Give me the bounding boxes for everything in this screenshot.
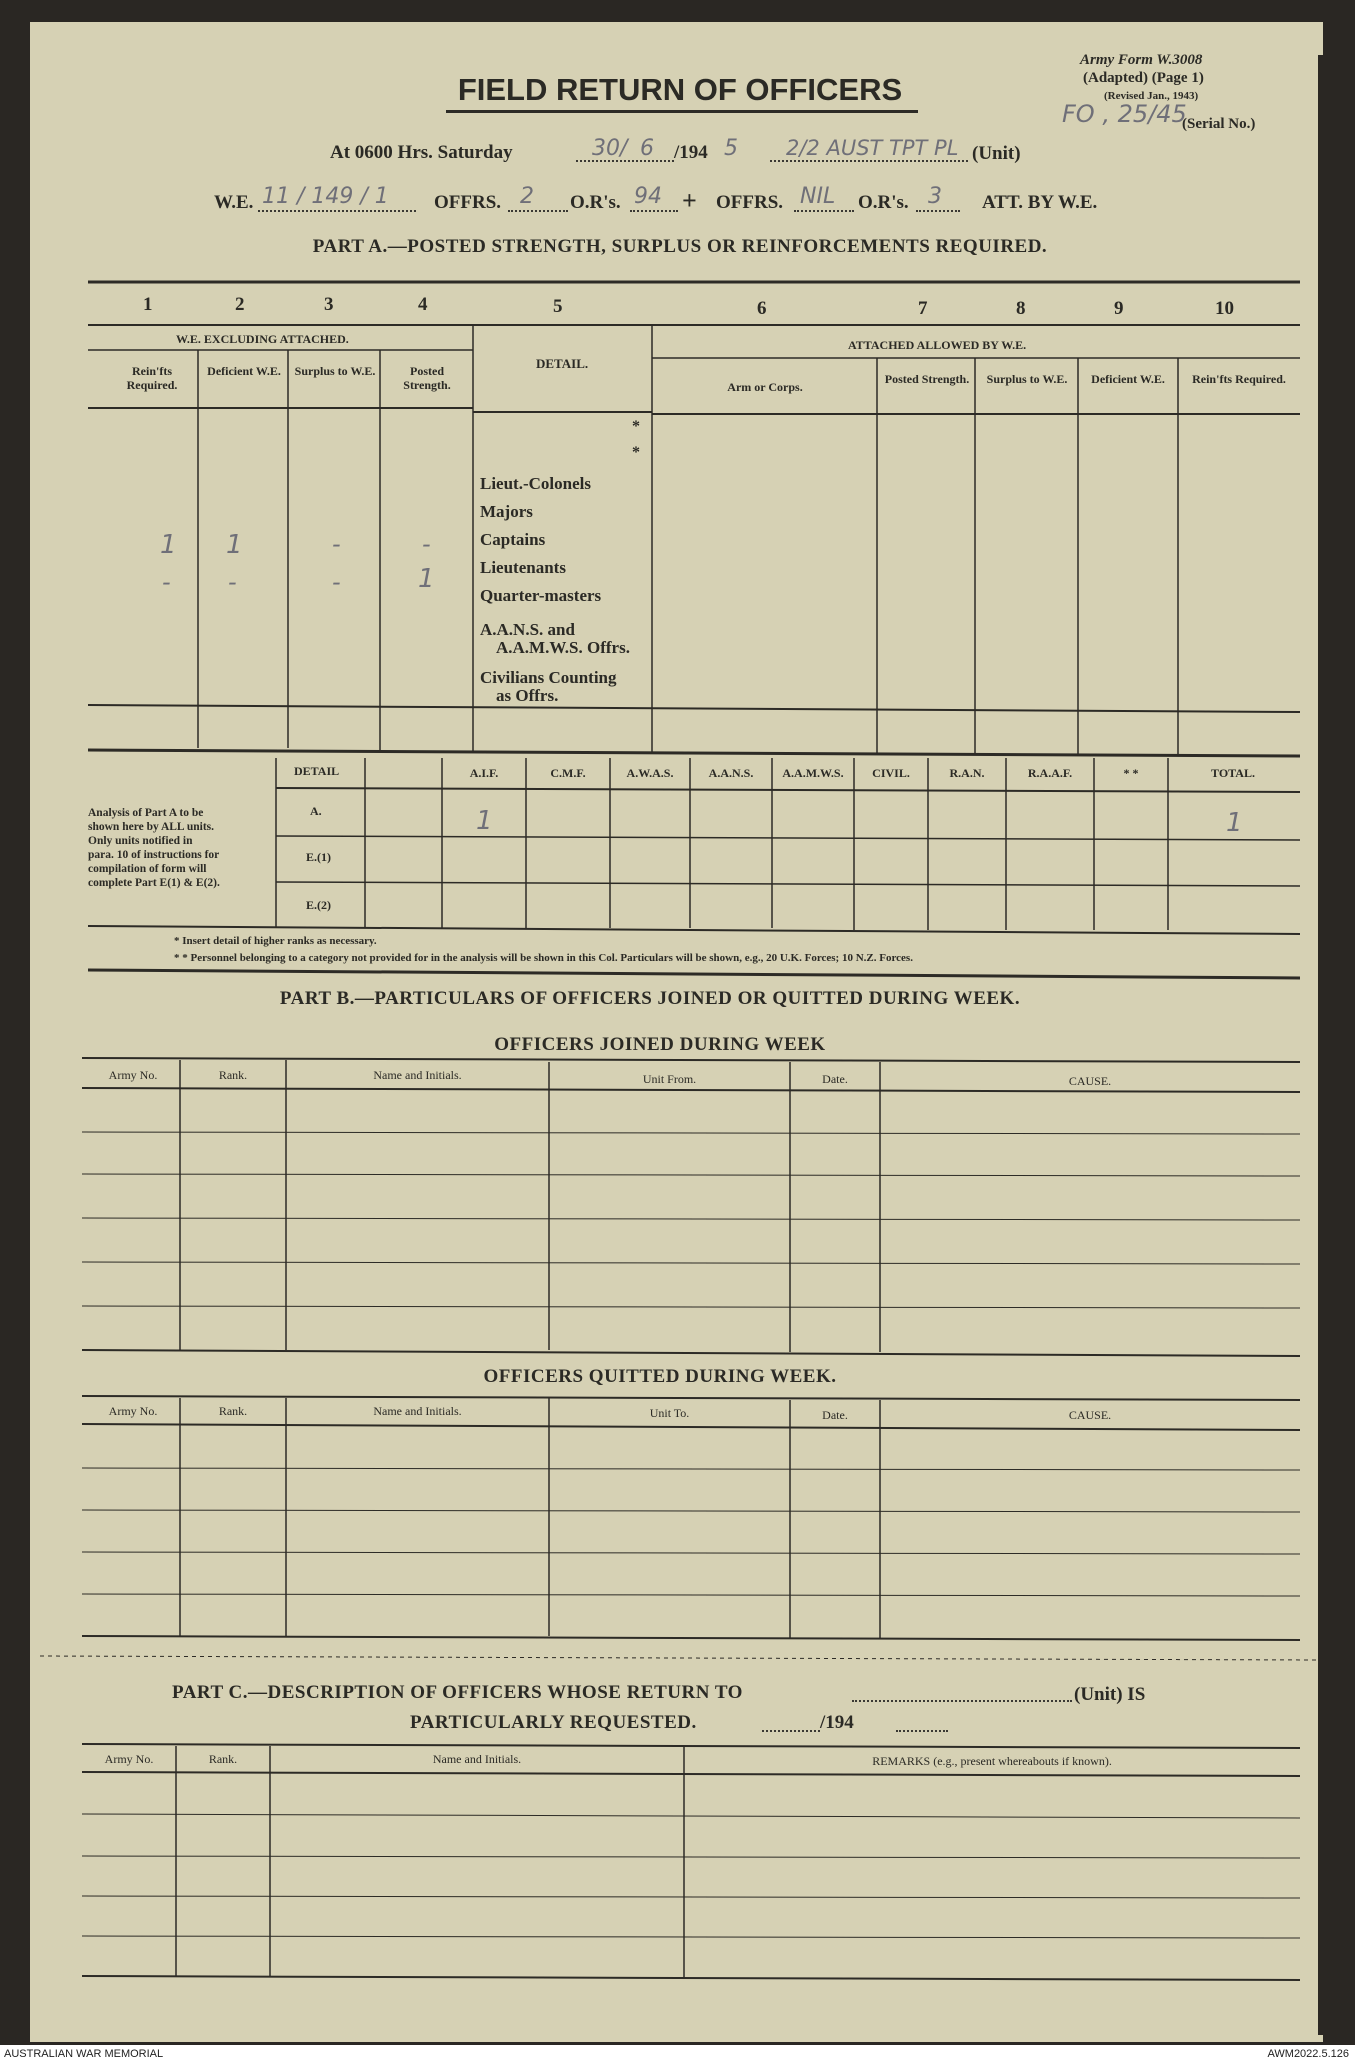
reinfts2-header: Rein'fts Required. [1192, 372, 1286, 386]
analysis-col: C.M.F. [550, 766, 586, 780]
analysis-row-label: E.(1) [306, 850, 331, 864]
surplus2-header: Surplus to W.E. [986, 372, 1068, 386]
deficient-header: Deficient W.E. [207, 364, 281, 378]
unit-handwritten: 2/2 AUST TPT PL [786, 136, 959, 160]
part-c-title: PART C.—DESCRIPTION OF OFFICERS WHOSE RETURN TO [172, 1682, 743, 1703]
part-a-title: PART A.—POSTED STRENGTH, SURPLUS OR REINFORCEMENTS REQUIRED. [312, 236, 1048, 257]
ors-value: 94 [634, 184, 662, 209]
part-c-col: Rank. [208, 1752, 238, 1766]
star-marker: * [632, 444, 640, 461]
part-c-date-dotted-line [762, 1730, 820, 1732]
col-number: 10 [1215, 298, 1234, 319]
serial-handwritten: FO , 25/45 [1062, 100, 1187, 128]
part-c-unit-dotted-line [852, 1700, 1072, 1702]
ors-label: O.R's. [570, 192, 621, 213]
aif-value: 1 [476, 806, 493, 836]
note-line: para. 10 of instructions for [88, 849, 220, 861]
rank-label: A.A.N.S. and [480, 620, 575, 639]
part-c-unit-label: (Unit) IS [1074, 1684, 1146, 1705]
analysis-col: A.W.A.S. [626, 766, 674, 780]
att-label: ATT. BY W.E. [982, 192, 1098, 213]
offrs-label: OFFRS. [434, 192, 502, 213]
analysis-row-label: A. [310, 804, 322, 818]
rank-label: A.A.M.W.S. Offrs. [496, 638, 630, 657]
ors2-label: O.R's. [858, 192, 909, 213]
part-c-year: /194 [820, 1712, 854, 1733]
form-revised: (Revised Jan., 1943) [1104, 90, 1199, 102]
ors2-value: 3 [928, 184, 942, 209]
we-label: W.E. [214, 192, 254, 213]
hw-mark: - [332, 568, 341, 596]
deficient2-header: Deficient W.E. [1091, 372, 1165, 386]
analysis-col: * * [1123, 766, 1139, 780]
joined-col: Date. [822, 1072, 848, 1086]
analysis-col: A.I.F. [469, 766, 499, 780]
date-day: 30/ [592, 136, 628, 161]
note-line: Analysis of Part A to be [88, 807, 204, 819]
caption-left: AUSTRALIAN WAR MEMORIAL [4, 2048, 164, 2060]
part-c-requested: PARTICULARLY REQUESTED. [410, 1712, 697, 1733]
col-number: 1 [143, 294, 153, 315]
note-line: complete Part E(1) & E(2). [88, 877, 220, 889]
col-number: 7 [918, 298, 928, 319]
unit-label: (Unit) [972, 143, 1021, 164]
serial-label: (Serial No.) [1182, 116, 1256, 132]
hw-mark: - [228, 568, 237, 596]
quitted-col: Name and Initials. [373, 1404, 462, 1418]
hw-mark: 1 [160, 530, 177, 560]
we-value: 11 / 149 / 1 [262, 184, 389, 209]
rank-label: as Offrs. [496, 686, 559, 705]
offrs-value: 2 [520, 184, 534, 209]
hw-mark: 1 [226, 530, 243, 560]
analysis-col: TOTAL. [1211, 766, 1255, 780]
part-b-title: PART B.—PARTICULARS OF OFFICERS JOINED OR QUITTED DURING WEEK. [279, 988, 1021, 1009]
caption-right: AWM2022.5.126 [1267, 2048, 1349, 2060]
form-id: Army Form W.3008 [1080, 52, 1203, 68]
reinfts-header: Rein'fts Required. [126, 364, 178, 392]
quitted-col: Army No. [108, 1404, 158, 1418]
col-number: 5 [553, 296, 563, 317]
analysis-col: A.A.M.W.S. [782, 766, 844, 780]
form-adapted: (Adapted) (Page 1) [1083, 70, 1204, 86]
col-number: 2 [235, 294, 245, 315]
footnote-2: * * Personnel belonging to a category not provided for in the analysis will be shown in this Col. Particulars will be shown, e.g., 20 U.K. Forces; 10 N.Z. Forces. [174, 952, 913, 964]
quitted-col: Unit To. [649, 1406, 690, 1420]
hw-mark: - [422, 530, 431, 558]
note-line: shown here by ALL units. [88, 821, 215, 833]
col-number: 3 [324, 294, 334, 315]
quitted-col: CAUSE. [1068, 1408, 1112, 1422]
footnote-1: * Insert detail of higher ranks as necessary. [174, 935, 377, 947]
we-excluding-heading: W.E. EXCLUDING ATTACHED. [176, 332, 349, 346]
joined-col: Unit From. [642, 1072, 697, 1086]
note-line: compilation of form will [88, 863, 207, 875]
attached-allowed-heading: ATTACHED ALLOWED BY W.E. [848, 338, 1027, 352]
analysis-row-label: E.(2) [306, 898, 331, 912]
rank-label: Lieut.-Colonels [480, 474, 591, 493]
total-value: 1 [1226, 808, 1243, 838]
quitted-title: OFFICERS QUITTED DURING WEEK. [483, 1366, 837, 1387]
page-title: FIELD RETURN OF OFFICERS [457, 72, 903, 107]
arm-header: Arm or Corps. [727, 380, 803, 394]
detail-heading: DETAIL. [536, 356, 589, 371]
part-c-year-dotted-line [896, 1730, 948, 1732]
joined-col: Rank. [218, 1068, 248, 1082]
analysis-note [88, 806, 220, 890]
hw-mark: - [332, 530, 341, 558]
posted-header: Posted Strength. [403, 364, 451, 392]
year-prefix: /194 [674, 142, 708, 163]
posted2-header: Posted Strength. [884, 372, 970, 386]
offrs2-value: NIL [800, 184, 836, 209]
analysis-col: R.A.A.F. [1027, 766, 1073, 780]
quitted-col: Date. [822, 1408, 848, 1422]
col-number: 9 [1114, 298, 1124, 319]
col-number: 8 [1016, 298, 1026, 319]
rank-label: Captains [480, 530, 546, 549]
part-c-col: Name and Initials. [432, 1752, 522, 1766]
part-c-col: REMARKS (e.g., present whereabouts if known). [872, 1754, 1112, 1768]
at-label: At 0600 Hrs. Saturday [330, 142, 513, 163]
joined-title: OFFICERS JOINED DURING WEEK [494, 1034, 826, 1055]
analysis-col: R.A.N. [949, 766, 985, 780]
rank-label: Lieutenants [480, 558, 566, 577]
analysis-detail-header: DETAIL [294, 764, 340, 778]
hw-mark: - [162, 568, 171, 596]
joined-col: Army No. [108, 1068, 158, 1082]
joined-col: CAUSE. [1068, 1074, 1112, 1088]
part-c-col: Army No. [104, 1752, 154, 1766]
date-month: 6 [640, 136, 654, 161]
rank-label: Civilians Counting [480, 668, 617, 687]
joined-col: Name and Initials. [373, 1068, 462, 1082]
hw-mark: 1 [418, 564, 435, 594]
analysis-col: CIVIL. [872, 766, 910, 780]
year-suffix: 5 [724, 136, 738, 161]
offrs2-label: OFFRS. [716, 192, 784, 213]
rank-label: Majors [480, 502, 533, 521]
star-marker: * [632, 418, 640, 435]
note-line: Only units notified in [88, 835, 193, 847]
col-number: 4 [418, 294, 428, 315]
surplus-header: Surplus to W.E. [294, 364, 376, 378]
plus-sign: + [682, 186, 697, 215]
quitted-col: Rank. [218, 1404, 248, 1418]
rank-label: Quarter-masters [480, 586, 602, 605]
col-number: 6 [757, 298, 767, 319]
analysis-col: A.A.N.S. [708, 766, 754, 780]
